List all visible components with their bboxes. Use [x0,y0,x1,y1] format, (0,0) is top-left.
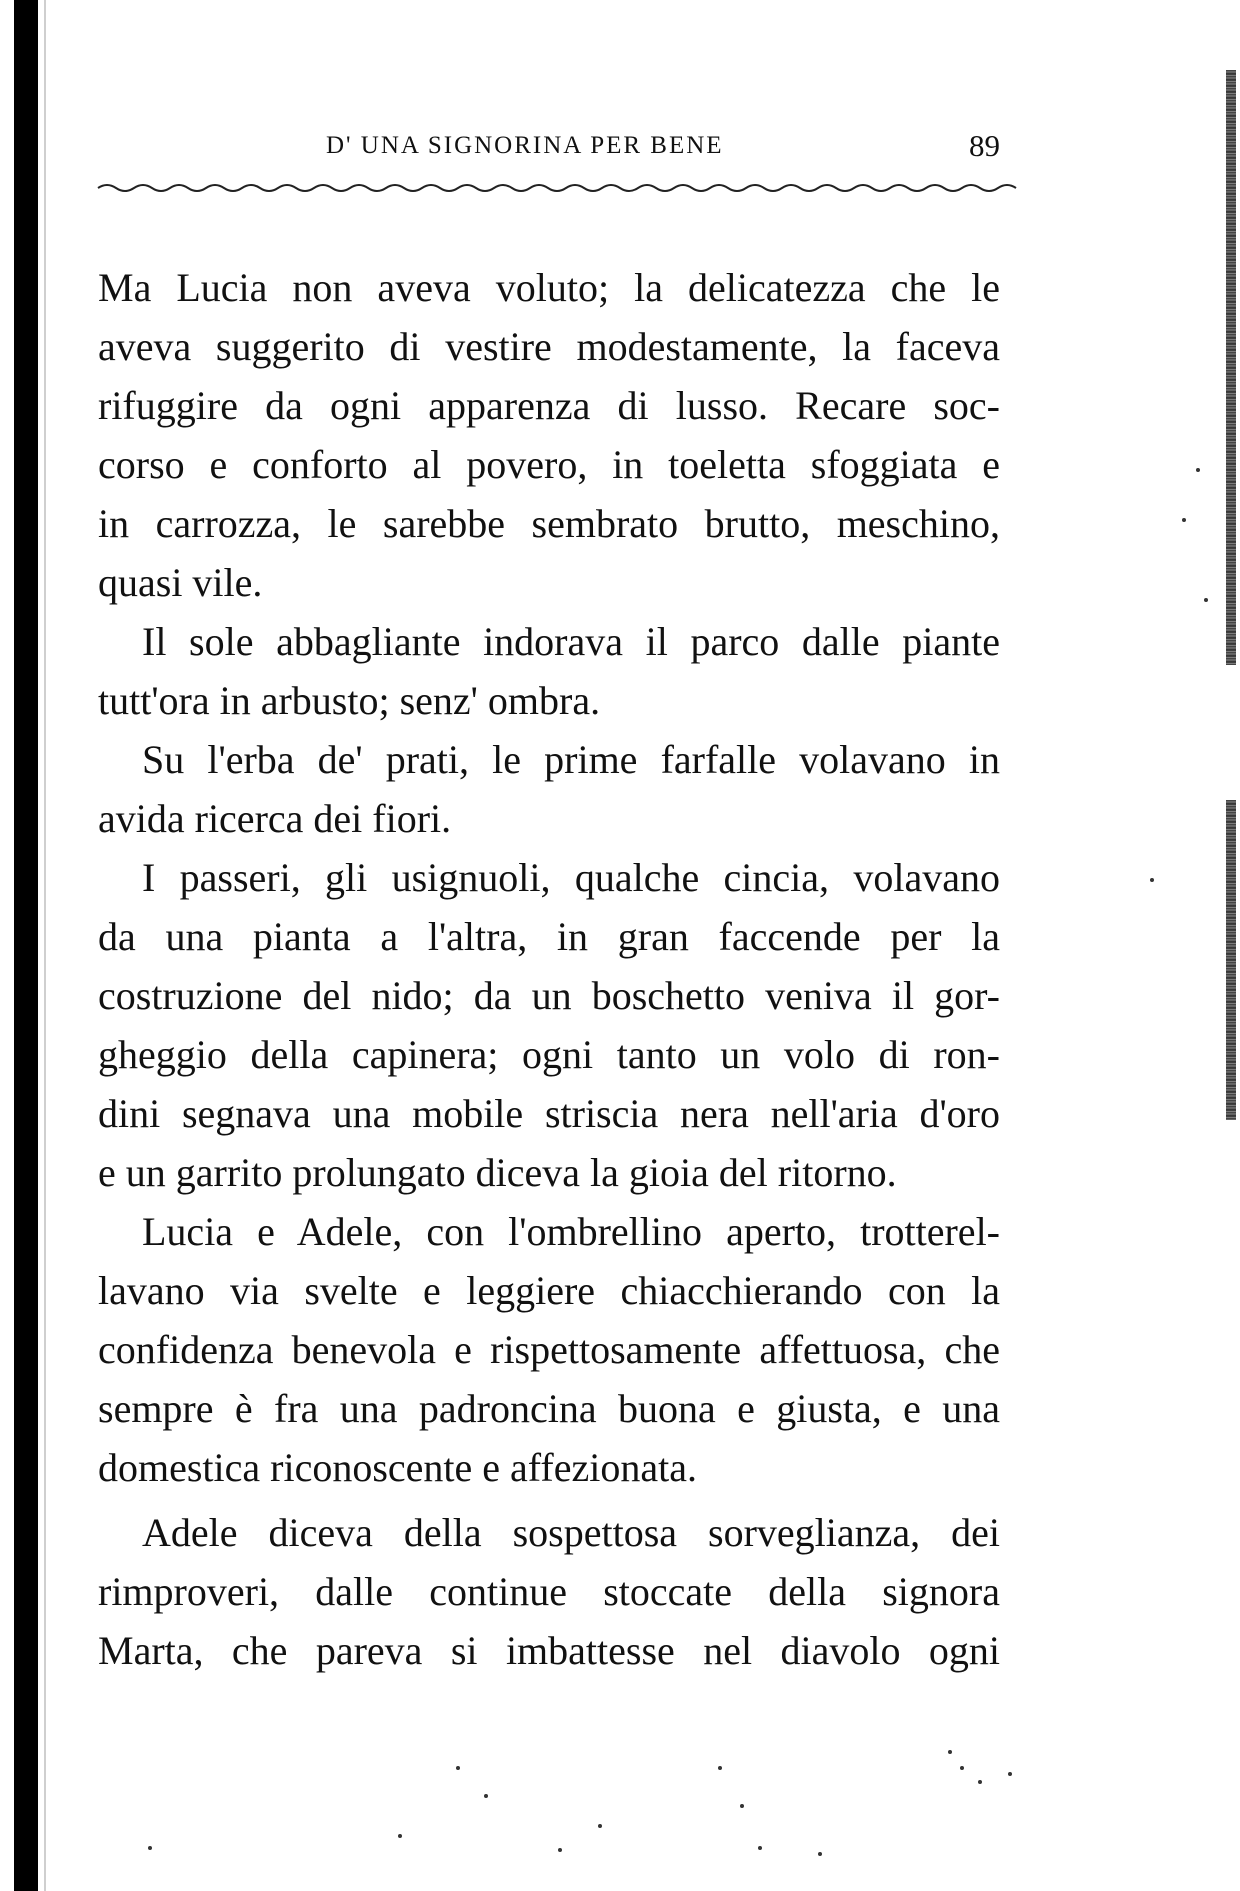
paragraph-1 [98,258,1000,612]
text-line: tutt'ora in arbusto; senz' ombra. [98,678,601,723]
text-line: Marta, che pareva si imbattesse nel diavolo ogni [98,1628,1000,1673]
text-line: e un garrito prolungato diceva la gioia del ritorno. [98,1150,897,1195]
text-line: Su l'erba de' prati, le prime farfalle volavano in [142,737,1000,782]
running-title: D' UNA SIGNORINA PER BENE [326,132,724,159]
text-line: dini segnava una mobile striscia nera nell'aria d'oro [98,1091,1000,1136]
text-line: lavano via svelte e leggiere chiacchierando con la [98,1268,1000,1313]
paragraph-2 [98,612,1000,730]
text-line: I passeri, gli usignuoli, qualche cincia, volavano [142,855,1000,900]
scan-binding-shadow [14,0,38,1891]
text-line: Ma Lucia non aveva voluto; la delicatezza che le [98,265,1000,310]
scan-edge-line [44,0,46,1891]
text-line: avida ricerca dei fiori. [98,796,452,841]
scan-right-edge-noise [1226,800,1236,1120]
text-line: Adele diceva della sospettosa sorveglianza, dei [142,1510,1000,1555]
paragraph-5 [98,1202,1000,1497]
page-number: 89 [969,128,1000,163]
paragraph-3 [98,730,1000,848]
text-line: quasi vile. [98,560,263,605]
text-line: gheggio della capinera; ogni tanto un volo di ron- [98,1032,1000,1077]
paragraph-4 [98,848,1000,1202]
text-line: domestica riconoscente e affezionata. [98,1445,697,1490]
scan-right-edge-noise [1226,70,1236,665]
text-line: rifuggire da ogni apparenza di lusso. Recare soc- [98,383,1000,428]
text-line: aveva suggerito di vestire modestamente, la faceva [98,324,1000,369]
decorative-wavy-rule [98,180,1000,196]
body-text [98,258,1000,1680]
text-line: Il sole abbagliante indorava il parco dalle piante [142,619,1000,664]
text-line: da una pianta a l'altra, in gran faccende per la [98,914,1000,959]
text-line: Lucia e Adele, con l'ombrellino aperto, trotterel- [142,1209,1000,1254]
text-line: sempre è fra una padroncina buona e giusta, e una [98,1386,1000,1431]
text-line: confidenza benevola e rispettosamente affettuosa, che [98,1327,1000,1372]
text-line: costruzione del nido; da un boschetto veniva il gor- [98,973,1000,1018]
running-head [98,128,1000,168]
text-line: rimproveri, dalle continue stoccate della signora [98,1569,1000,1614]
text-line: in carrozza, le sarebbe sembrato brutto, meschino, [98,501,1000,546]
text-line: corso e conforto al povero, in toeletta sfoggiata e [98,442,1000,487]
paragraph-6 [98,1503,1000,1680]
